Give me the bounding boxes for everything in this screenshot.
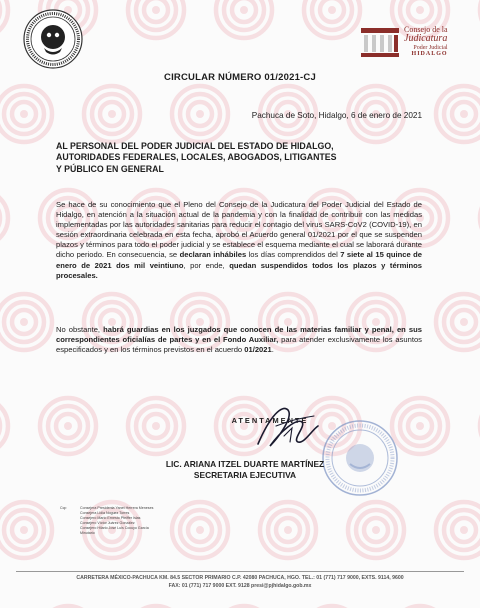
addressee-line: AL PERSONAL DEL PODER JUDICIAL DEL ESTADO DE HIDALGO, [56, 141, 334, 151]
footer-divider [16, 571, 464, 572]
addressee-line: Y PÚBLICO EN GENERAL [56, 163, 164, 174]
copies-list [80, 506, 153, 536]
logo-line-3: Poder Judicial [413, 45, 448, 51]
watermark-motif [260, 502, 316, 558]
watermark-motif [436, 86, 480, 142]
watermark-motif [348, 502, 404, 558]
watermark-motif [0, 398, 8, 454]
text-run: Se hace de su conocimiento que el Pleno del Consejo de la Judicatura del Poder Judicial del Estado de Hidalgo, en atención a la situación actual de la pandemia y con la finalidad de contribuir con las medidas implementadas por las autoridades sanitarias para reducir el contagio del virus SARS-CoV2 (COVID-19), en sesión extraordinaria celebrada en esta fecha, aprobó el Acuerdo general 01/2021 por el que se suspenden plazos y términos para todo el poder judicial y se establece el esquema mediante el cual se laborará durante dicho periodo. En consecuencia, se [56, 200, 422, 260]
text-run: para atender exclusivamente los asuntos especificados y en los términos previstos en el acuerdo [56, 335, 422, 355]
poder-judicial-seal-icon [22, 8, 84, 70]
signer-title: SECRETARIA EJECUTIVA [193, 470, 297, 480]
bold-run: quedan suspendidos todos los plazos y términos procesales. [56, 260, 422, 280]
copy-recipient: Consejero Hilario José Luis Cocuyo García [80, 526, 149, 530]
handwritten-signature [240, 396, 330, 456]
watermark-motif [84, 86, 140, 142]
watermark-motif [128, 398, 184, 454]
logo-text [404, 26, 448, 57]
consejo-judicatura-logo [360, 24, 460, 64]
watermark-motif [0, 0, 8, 38]
watermark-motif [40, 398, 96, 454]
watermark-motif [172, 502, 228, 558]
watermark-motif [172, 86, 228, 142]
text-run: . [271, 345, 274, 355]
watermark-motif [128, 0, 184, 38]
addressee-line: AUTORIDADES FEDERALES, LOCALES, ABOGADOS, LITIGANTES [56, 152, 337, 163]
paragraph-guards [56, 325, 422, 355]
watermark-motif [304, 0, 360, 38]
text-run: No obstante, [56, 325, 104, 334]
watermark-motif [216, 0, 272, 38]
text-run: los días comprendidos del [246, 250, 341, 260]
copies-label: Ccp [60, 506, 67, 510]
copy-recipient: Consejero Mario Ernesto Pfeiffer Islas [80, 516, 141, 520]
watermark-motif [0, 294, 52, 350]
column-building-icon [360, 26, 400, 60]
logo-line-4: HIDALGO [411, 51, 448, 57]
watermark-motif [392, 398, 448, 454]
copy-recipient: Minutario [80, 531, 95, 535]
logo-line-2: Judicatura [404, 33, 448, 44]
paragraph-suspension [56, 200, 422, 281]
watermark-motif [0, 190, 8, 246]
watermark-motif [436, 294, 480, 350]
text-run: , por ende, [183, 260, 230, 270]
bold-run: declaran inhábiles [179, 250, 247, 260]
footer-contact: FAX: 01 (771) 717 9000 EXT. 9128 presi@pjhidalgo.gob.mx [168, 583, 312, 589]
footer-address: CARRETERA MÉXICO-PACHUCA KM. 84.5 SECTOR PRIMARIO C.P. 42080 PACHUCA, HGO. TEL.: 01 (771) 717 9000, EXTS. 9114, 9600 [76, 575, 404, 581]
logo-line-1: Consejo de la [404, 25, 448, 34]
bold-run: 7 siete al 15 quince de enero de 2021 dos mil veintiuno [56, 250, 422, 270]
closing-salutation: ATENTAMENTE [231, 416, 309, 425]
document-title: CIRCULAR NÚMERO 01/2021-CJ [164, 72, 316, 83]
document-date: Pachuca de Soto, Hidalgo, 6 de enero de 2021 [251, 111, 422, 120]
watermark-motif [436, 502, 480, 558]
copy-recipient: Consejera Lidia Noguez Torres [80, 511, 130, 515]
copy-recipient: Consejera Presidenta Yanet Herrera Meneses [80, 506, 154, 510]
official-stamp-icon [320, 418, 400, 498]
watermark-motif [0, 86, 52, 142]
signer-name: LIC. ARIANA ITZEL DUARTE MARTÍNEZ [165, 459, 325, 469]
bold-run: 01/2021 [244, 345, 272, 355]
bold-run: habrá guardias en los juzgados que conocen de las materias familiar y penal, en sus correspondientes oficialías de partes y en el Fondo Auxiliar, [56, 325, 422, 345]
watermark-motif [0, 502, 52, 558]
copy-recipient: Consejero Víctor Juárez González [80, 521, 135, 525]
addressee-block [56, 141, 386, 175]
